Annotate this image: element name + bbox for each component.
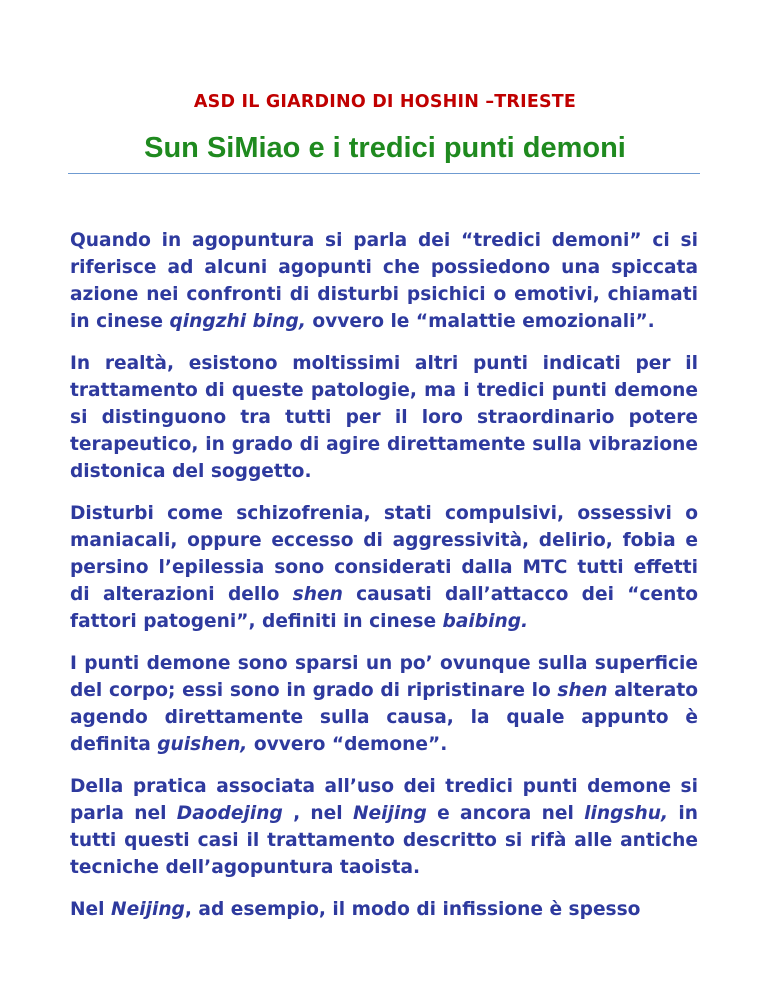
paragraph-text: Disturbi come schizofrenia, stati compulsivi, ossessivi o maniacali, oppure eccesso di aggressività, delirio, fobia e persino l’epilessia sono considerati dalla MTC tutti effetti di alterazioni dello <box>70 503 698 605</box>
paragraph-text: Nel <box>70 899 112 920</box>
italic-term: qingzhi bing, <box>169 311 306 332</box>
italic-term: Neijing <box>111 899 185 920</box>
paragraph-text: , ad esempio, il modo di infissione è spesso <box>184 899 641 920</box>
paragraph-3 <box>70 500 698 635</box>
italic-term: Daodejing <box>176 803 283 824</box>
italic-term: baibing. <box>442 611 529 632</box>
italic-term: shen <box>557 680 608 701</box>
paragraph-text: alterato agendo direttamente sulla causa, la quale appunto è definita <box>70 680 698 755</box>
paragraph-text: , nel <box>282 803 353 824</box>
italic-term: Neijing <box>352 803 427 824</box>
paragraph-text: I punti demone sono sparsi un po’ ovunque sulla superficie del corpo; essi sono in grado di ripristinare lo <box>70 653 698 701</box>
paragraph-text: ovvero “demone”. <box>247 734 448 755</box>
italic-term: lingshu, <box>584 803 669 824</box>
paragraph-text: in tutti questi casi il trattamento descritto si rifà alle antiche tecniche dell’agopuntura taoista. <box>70 803 698 878</box>
italic-term: shen <box>292 584 343 605</box>
paragraph-4 <box>70 650 698 758</box>
paragraph-text: Della pratica associata all’uso dei tredici punti demone si parla nel <box>70 776 698 824</box>
document-title: Sun SiMiao e i tredici punti demoni <box>144 132 626 164</box>
paragraph-text: In realtà, esistono moltissimi altri punti indicati per il trattamento di queste patologie, ma i tredici punti demone si distinguono tra tutti per il loro straordinario potere terapeutico, in grado di agire direttamente sulla vibrazione distonica del soggetto. <box>70 353 698 482</box>
paragraph-2 <box>70 350 698 485</box>
paragraph-1 <box>70 227 698 335</box>
paragraph-text: Quando in agopuntura si parla dei “tredici demoni” ci si riferisce ad alcuni agopunti che possiedono una spiccata azione nei confronti di disturbi psichici o emotivi, chiamati in cinese <box>70 230 698 332</box>
paragraph-text: ovvero le “malattie emozionali”. <box>305 311 655 332</box>
paragraph-text: causati dall’attacco dei “cento fattori patogeni”, definiti in cinese <box>70 584 699 632</box>
title-divider <box>68 173 700 174</box>
paragraph-6 <box>70 896 698 923</box>
paragraph-text: e ancora nel <box>426 803 585 824</box>
paragraph-5 <box>70 773 698 881</box>
organization-header: ASD IL GIARDINO DI HOSHIN –TRIESTE <box>193 92 577 112</box>
document-body <box>70 227 698 938</box>
italic-term: guishen, <box>157 734 248 755</box>
